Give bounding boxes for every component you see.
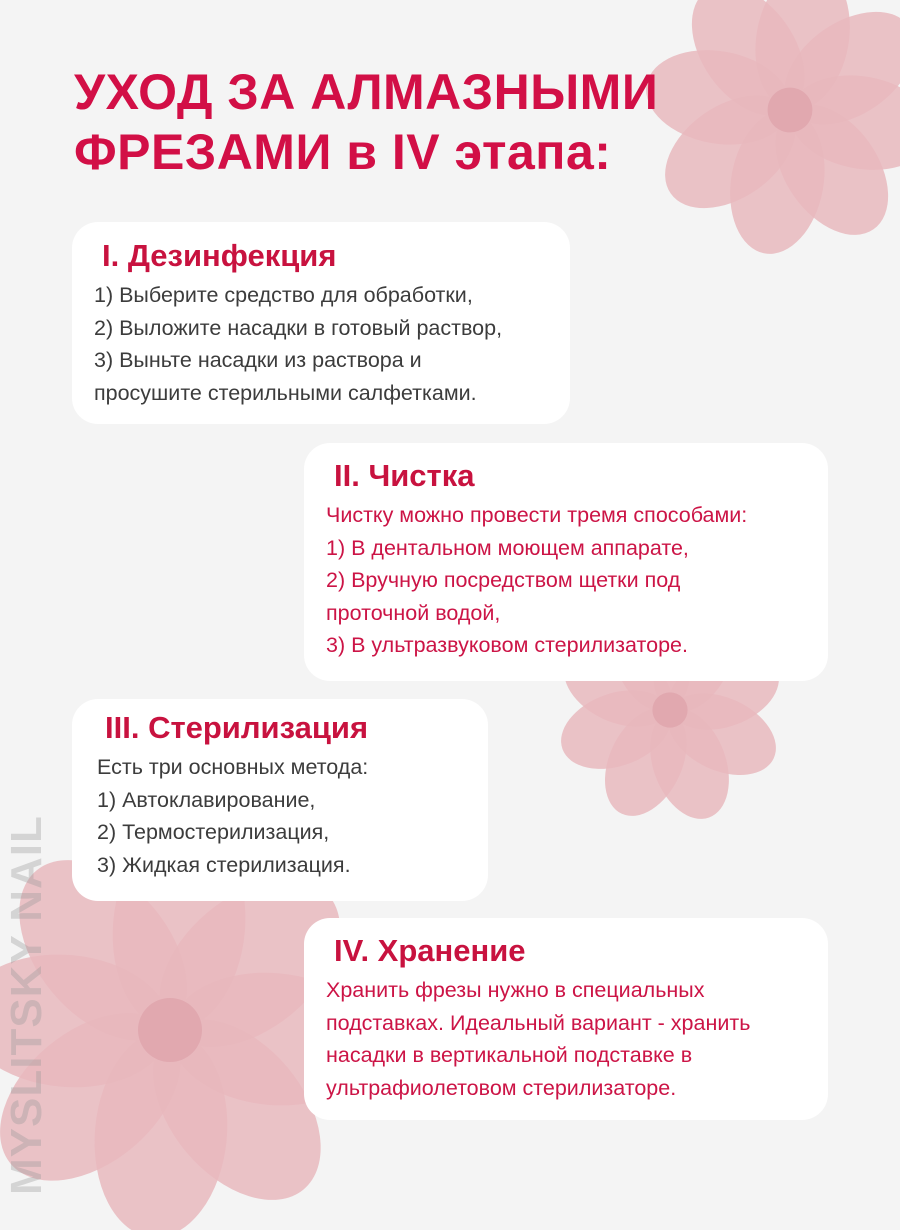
flower-center xyxy=(138,998,202,1062)
card-line: 3) В ультразвуковом стерилизаторе. xyxy=(326,633,688,657)
card-line: 2) Выложите насадки в готовый раствор, xyxy=(94,315,503,340)
flower-center xyxy=(768,88,813,133)
card-line: 2) Вручную посредством щетки под xyxy=(326,568,681,592)
card-cleaning xyxy=(304,443,828,681)
flower-top-right xyxy=(640,0,900,260)
watermark-text: MYSLITSKY NAIL xyxy=(2,815,51,1195)
card-title-disinfection: I. Дезинфекция xyxy=(102,238,337,273)
flower-center xyxy=(652,692,687,727)
page-title-line-2: ФРЕЗАМИ в IV этапа: xyxy=(74,124,612,180)
card-line: просушите стерильными салфетками. xyxy=(94,380,477,405)
page-title xyxy=(74,62,658,182)
card-title-storage: IV. Хранение xyxy=(334,933,526,968)
card-line: 1) Автоклавирование, xyxy=(97,787,316,812)
card-title-sterilization: III. Стерилизация xyxy=(105,710,369,745)
card-line: 2) Термостерилизация, xyxy=(97,820,330,844)
page-title-line-1: УХОД ЗА АЛМАЗНЫМИ xyxy=(74,64,659,120)
card-line: ультрафиолетовом стерилизаторе. xyxy=(326,1075,677,1100)
card-line: Чистку можно провести тремя способами: xyxy=(326,503,748,527)
card-storage xyxy=(304,918,828,1120)
card-sterilization xyxy=(72,699,488,901)
card-line: 3) Выньте насадки из раствора и xyxy=(94,348,422,372)
card-line: проточной водой, xyxy=(326,600,501,625)
card-line: Хранить фрезы нужно в специальных xyxy=(326,978,705,1002)
card-line: подставках. Идеальный вариант - хранить xyxy=(326,1010,751,1035)
card-line: 1) Выберите средство для обработки, xyxy=(94,283,473,307)
card-line: насадки в вертикальной подставке в xyxy=(326,1043,693,1067)
card-title-cleaning: II. Чистка xyxy=(334,458,475,493)
card-line: 3) Жидкая стерилизация. xyxy=(97,852,351,877)
card-disinfection xyxy=(72,222,570,424)
card-line: 1) В дентальном моющем аппарате, xyxy=(326,535,689,560)
card-line: Есть три основных метода: xyxy=(97,755,369,779)
